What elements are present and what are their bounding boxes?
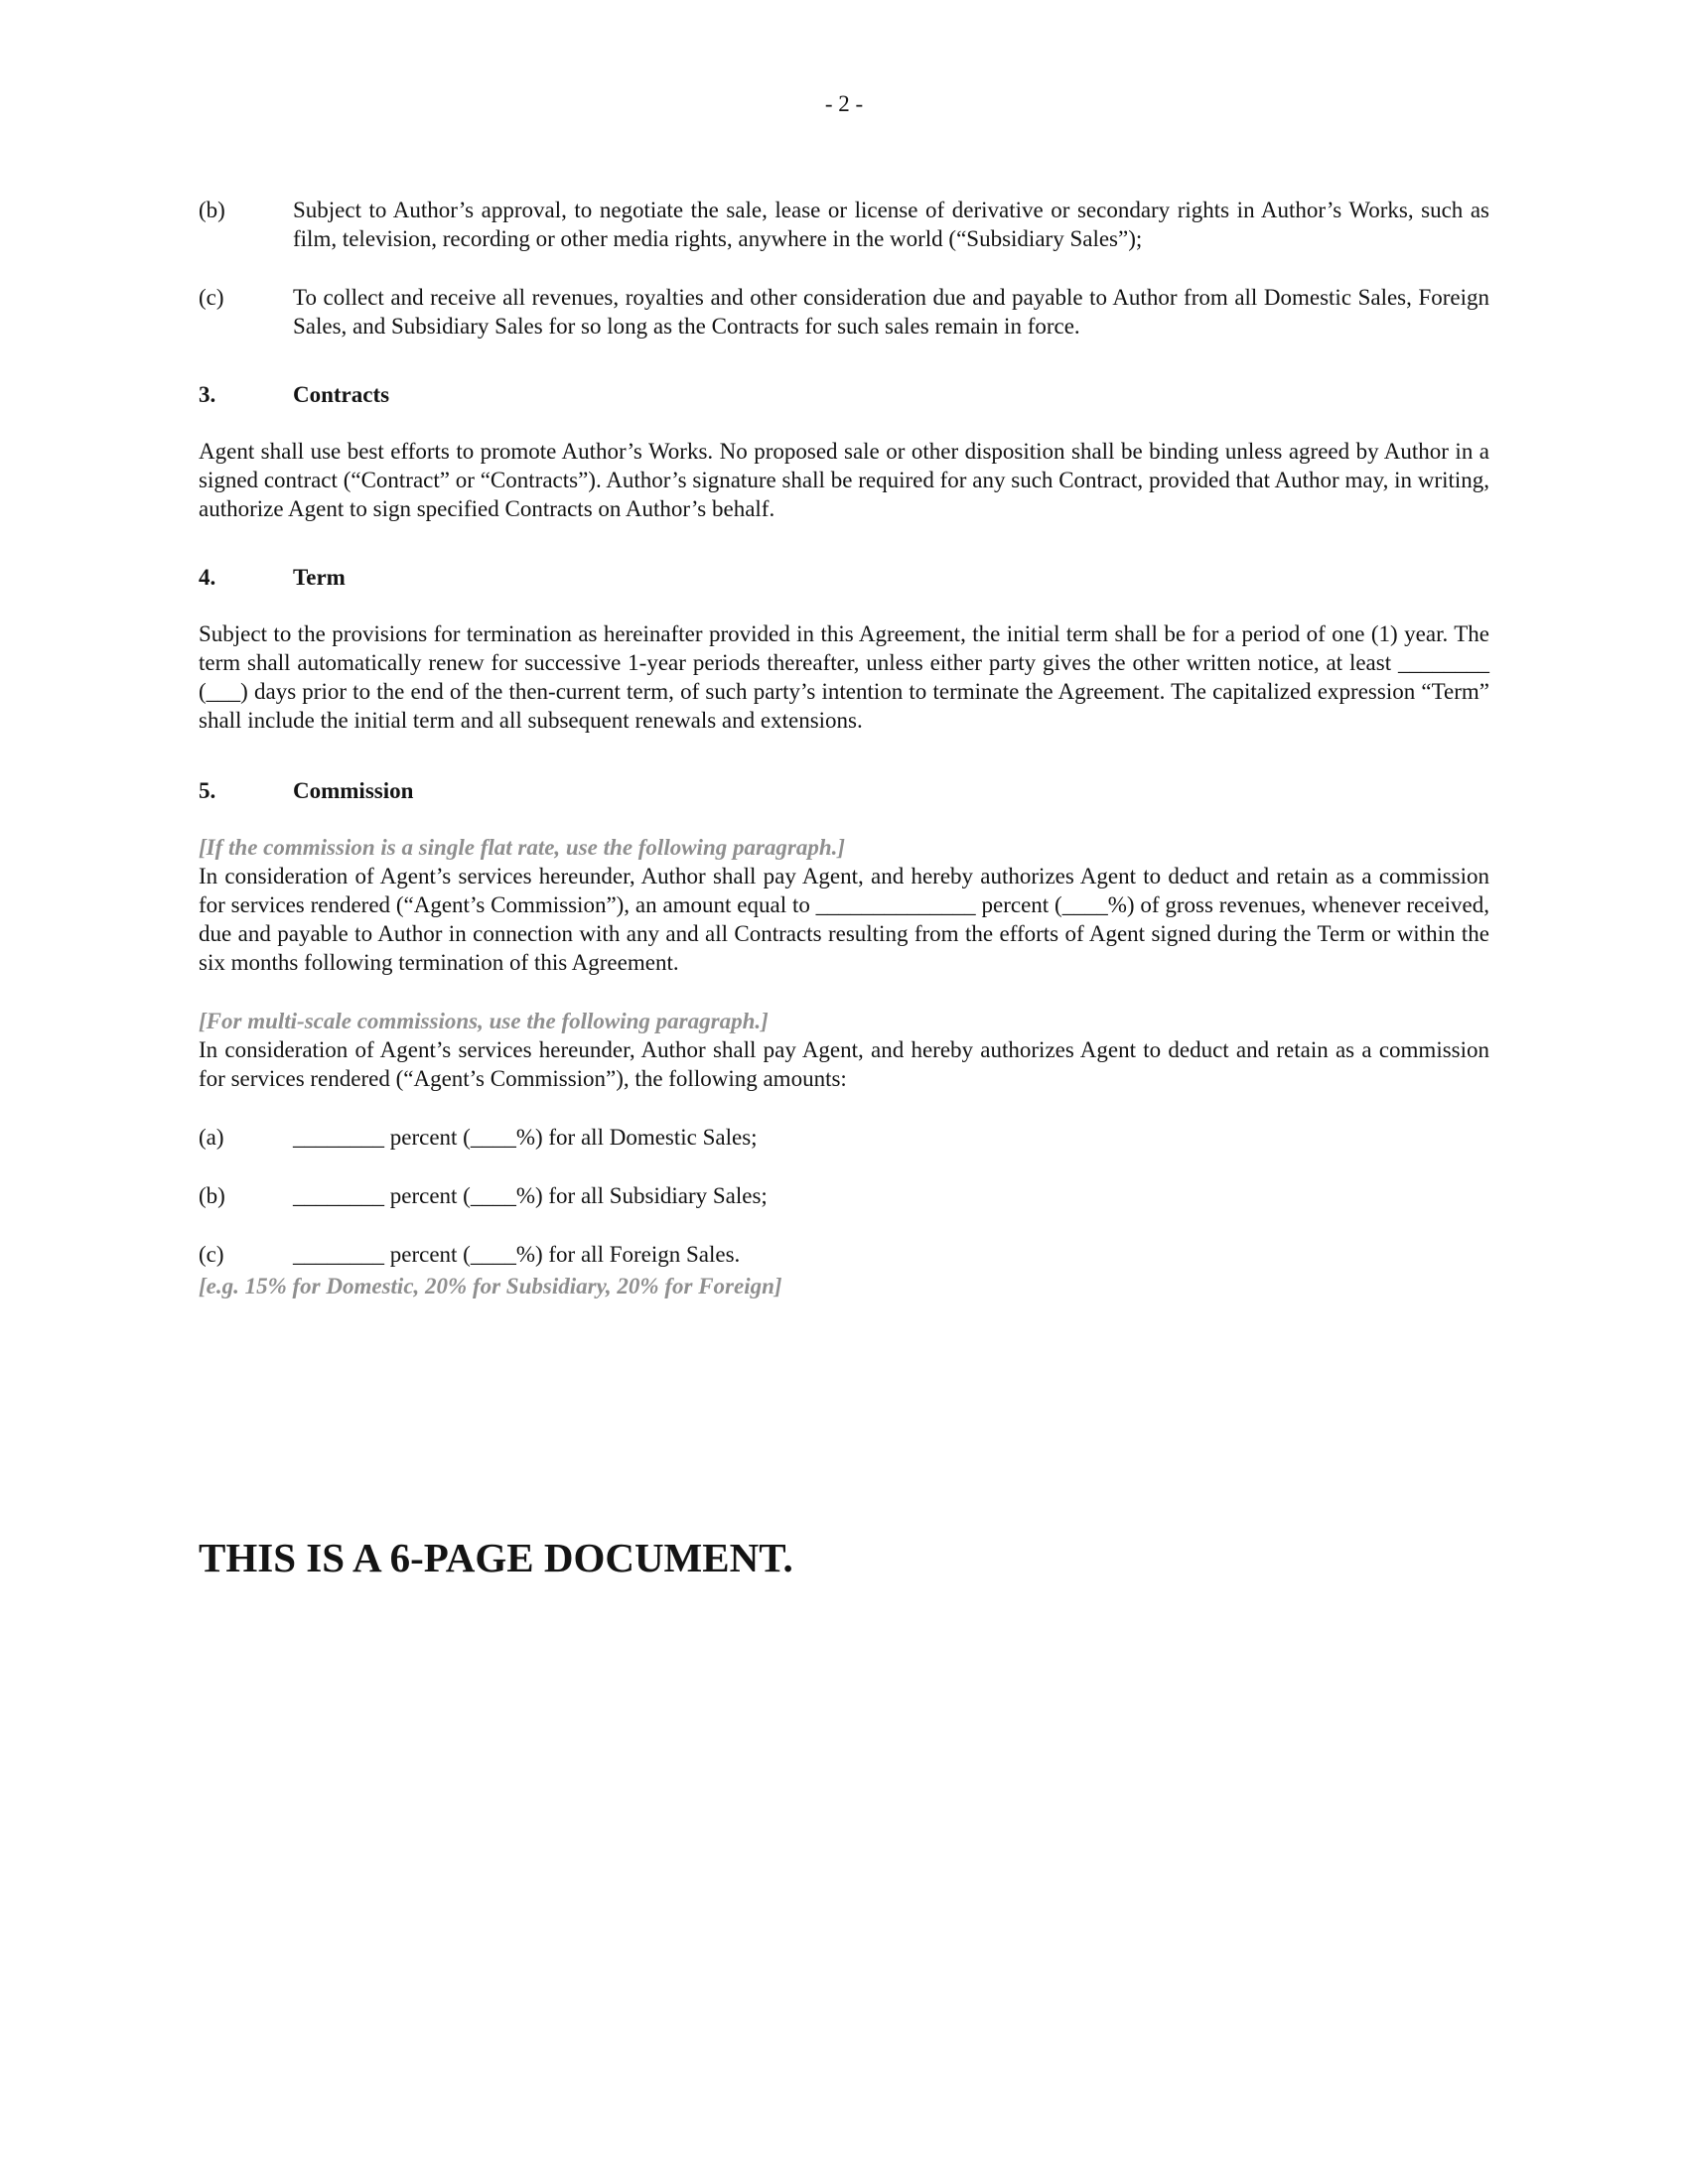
- clause-text: Subject to Author’s approval, to negotiate the sale, lease or license of derivative or secondary rights in Author’s Works, such as film, television, recording or other media rights, anywhere in the world (“Subsidiary Sales”);: [293, 198, 1489, 251]
- commission-item-label: (c): [199, 1242, 224, 1267]
- clause-label: (c): [199, 285, 224, 310]
- section-heading-commission: [199, 776, 1489, 805]
- section-title: Term: [293, 565, 346, 590]
- clause-text: To collect and receive all revenues, royalties and other consideration due and payable to Author from all Domestic Sales, Foreign Sales, and Subsidiary Sales for so long as the Contracts for such sales remain in force.: [293, 285, 1489, 339]
- section-number: 5.: [199, 778, 216, 803]
- section-heading-term: [199, 563, 1489, 592]
- drafting-note-multi-scale: [For multi-scale commissions, use the following paragraph.]: [199, 1009, 769, 1033]
- commission-item-b: [199, 1181, 1489, 1210]
- section-title: Commission: [293, 778, 414, 803]
- commission-item-a: [199, 1123, 1489, 1152]
- commission-item-label: (b): [199, 1183, 225, 1208]
- commission-item-text: ________ percent (____%) for all Domestic Sales;: [293, 1125, 758, 1150]
- drafting-note-flat-rate: [If the commission is a single flat rate, use the following paragraph.]: [199, 835, 846, 860]
- clause-label: (b): [199, 198, 225, 222]
- section-number: 3.: [199, 382, 216, 407]
- section-body-contracts: Agent shall use best efforts to promote Author’s Works. No proposed sale or other disposition shall be binding unless agreed by Author in a signed contract (“Contract” or “Contracts”). Author’s signature shall be required for any such Contract, provided that Author may, in writing, authorize Agent to sign specified Contracts on Author’s behalf.: [199, 439, 1489, 521]
- section-number: 4.: [199, 565, 216, 590]
- commission-flat-rate-paragraph: In consideration of Agent’s services hereunder, Author shall pay Agent, and hereby authorizes Agent to deduct and retain as a commission for services rendered (“Agent’s Commission”), an amount equal to ______________ percent (____%) of gross revenues, whenever received, due and payable to Author in connection with any and all Contracts resulting from the efforts of Agent signed during the Term or within the six months following termination of this Agreement.: [199, 864, 1489, 975]
- commission-item-c: [199, 1240, 1489, 1269]
- commission-multi-scale-paragraph: In consideration of Agent’s services hereunder, Author shall pay Agent, and hereby authorizes Agent to deduct and retain as a commission for services rendered (“Agent’s Commission”), the following amounts:: [199, 1037, 1489, 1091]
- clause-item-c: [199, 283, 1489, 341]
- drafting-note-example-rates: [e.g. 15% for Domestic, 20% for Subsidiary, 20% for Foreign]: [199, 1274, 782, 1298]
- section-title: Contracts: [293, 382, 390, 407]
- section-body-term: Subject to the provisions for termination as hereinafter provided in this Agreement, the initial term shall be for a period of one (1) year. The term shall automatically renew for successive 1-year periods thereafter, unless either party gives the other written notice, at least ________ (___) days prior to the end of the then-current term, of such party’s intention to terminate the Agreement. The capitalized expression “Term” shall include the initial term and all subsequent renewals and extensions.: [199, 621, 1489, 733]
- page-count-notice: THIS IS A 6-PAGE DOCUMENT.: [199, 1535, 793, 1580]
- section-heading-contracts: [199, 380, 1489, 409]
- clause-item-b: [199, 196, 1489, 253]
- commission-item-text: ________ percent (____%) for all Foreign Sales.: [293, 1242, 741, 1267]
- page-number: - 2 -: [824, 91, 864, 116]
- commission-item-label: (a): [199, 1125, 224, 1150]
- commission-item-text: ________ percent (____%) for all Subsidiary Sales;: [293, 1183, 768, 1208]
